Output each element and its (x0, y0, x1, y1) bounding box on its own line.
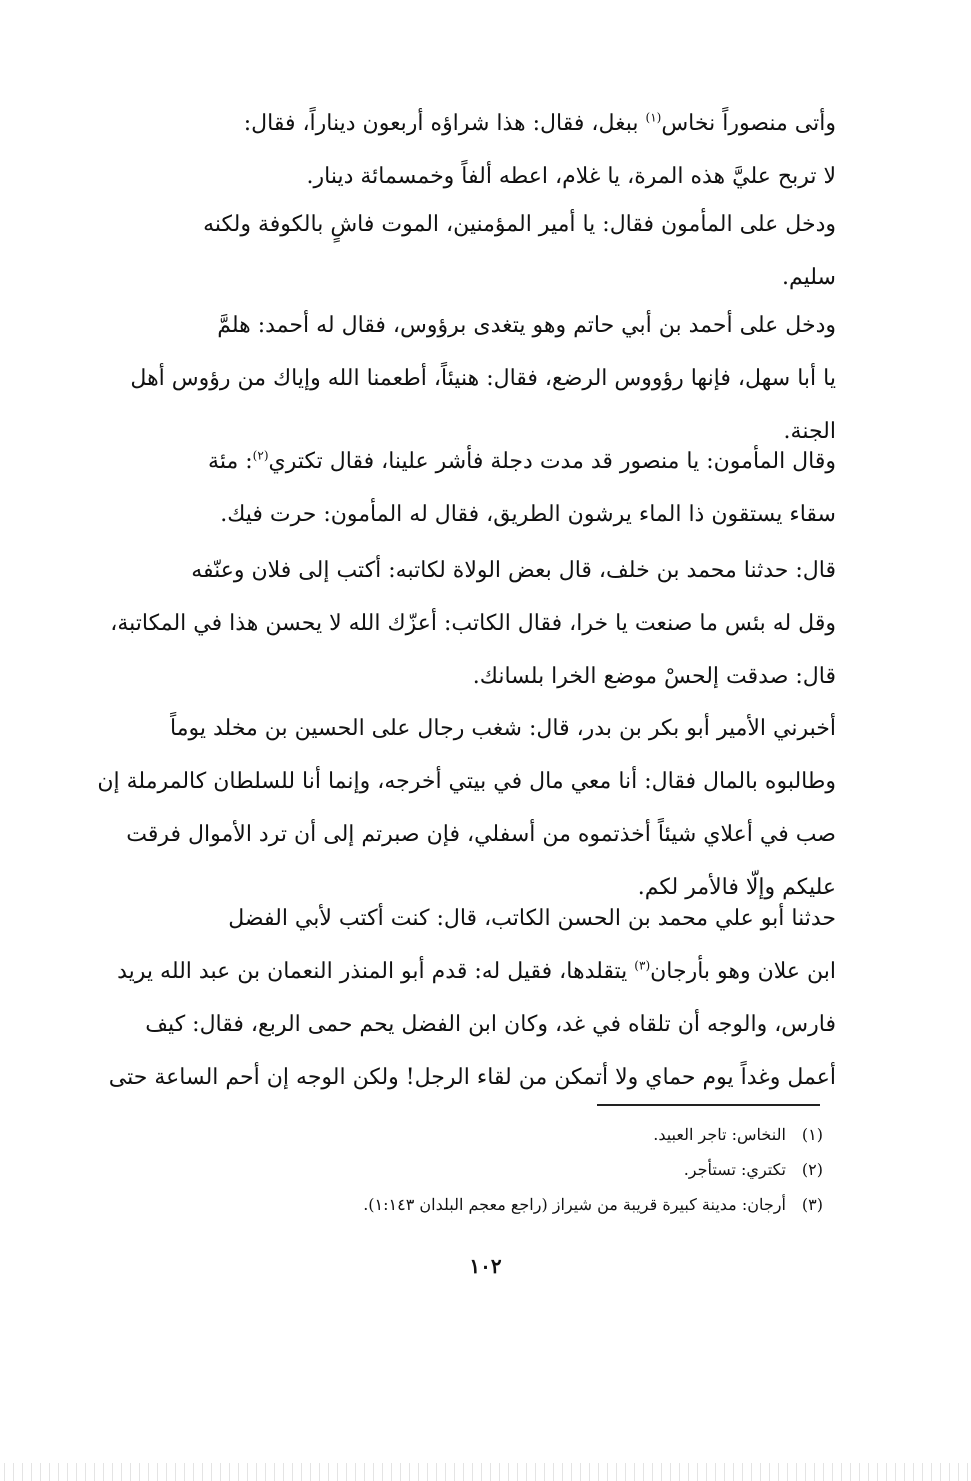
text-line: وطالبوه بالمال فقال: أنا معي مال في بيتي أخرجه، وإنما أنا للسلطان كالمرملة إن (97, 769, 836, 794)
text-segment: ببغل، فقال: هذا شراؤه أربعون ديناراً، فقال: (243, 111, 646, 136)
text-line: قال: صدقت إلحسْ موضع الخرا بلسانك. (472, 664, 836, 689)
text-line: قال: حدثنا محمد بن خلف، قال بعض الولاة لكاتبه: أكتب إلى فلان وعنّفه (191, 558, 836, 583)
text-line: ودخل على أحمد بن أبي حاتم وهو يتغدى برؤوس، فقال له أحمد: هلمَّ (217, 313, 836, 338)
text-line: سليم. (782, 265, 836, 290)
text-line: صب في أعلاي شيئاً أخذتموه من أسفلي، فإن صبرتم إلى أن ترد الأموال فرقت (126, 822, 836, 847)
text-line: أعمل وغداً يوم حماي ولا أتمكن من لقاء الرجل! ولكن الوجه إن أحم الساعة حتى (108, 1065, 836, 1090)
footnote (123, 1155, 823, 1185)
text-line: وقل له بئس ما صنعت يا خرا، فقال الكاتب: أعزّك الله لا يحسن هذا في المكاتبة، (110, 611, 836, 636)
footnote-divider (597, 1104, 820, 1106)
text-segment: وقال المأمون: يا منصور قد مدت دجلة فأشر علينا، فقال تكتري (268, 449, 836, 474)
footnote (123, 1120, 823, 1150)
text-line: حدثنا أبو علي محمد بن الحسن الكاتب، قال: كنت أكتب لأبي الفضل (228, 906, 836, 931)
text-line: ودخل على المأمون فقال: يا أمير المؤمنين، الموت فاشٍ بالكوفة ولكنه (203, 212, 836, 237)
scan-edge-decoration (0, 1463, 971, 1481)
footnote-number: (١) (801, 1125, 823, 1144)
text-line: لا تربح عليَّ هذه المرة، يا غلام، اعطه ألفاً وخمسمائة دينار. (306, 164, 836, 189)
footnote (123, 1190, 823, 1220)
paragraph (86, 892, 836, 1104)
footnote-text: أرجان: مدينة كبيرة قريبة من شيراز (راجع معجم البلدان ١:١٤٣). (363, 1195, 786, 1214)
text-line: عليكم وإلّا فالأمر لكم. (637, 875, 836, 900)
paragraph (86, 198, 836, 304)
text-segment: ابن علان وهو بأرجان (650, 959, 836, 984)
text-line (86, 435, 836, 488)
text-line: أخبرني الأمير أبو بكر بن بدر، قال: شغب رجال على الحسين بن مخلد يوماً (170, 716, 836, 741)
text-segment: : مئة (208, 449, 253, 474)
page-number: ١٠٢ (469, 1254, 502, 1278)
footnote-number: (٢) (801, 1160, 823, 1179)
footnote-text: تكتري: تستأجر. (683, 1160, 786, 1179)
paragraph (86, 97, 836, 203)
paragraph (86, 544, 836, 703)
footnote-marker: (١) (645, 110, 662, 125)
text-segment: يتقلدها، فقيل له: قدم أبو المنذر النعمان بن عبد الله يريد (117, 959, 635, 984)
text-line: الجنة. (783, 419, 836, 444)
text-line (86, 945, 836, 998)
footnote-text: النخاس: تاجر العبيد. (653, 1125, 786, 1144)
text-line: يا أبا سهل، فإنها رؤووس الرضع، فقال: هنيئاً، أطعمنا الله وإياك من رؤوس أهل (130, 366, 836, 391)
paragraph (86, 702, 836, 914)
text-line: سقاء يستقون ذا الماء يرشون الطريق، فقال له المأمون: حرت فيك. (220, 502, 836, 527)
footnote-marker: (٢) (252, 448, 269, 463)
text-segment: وأتى منصوراً نخاس (661, 111, 836, 136)
text-line (86, 97, 836, 150)
paragraph (86, 435, 836, 541)
footnote-marker: (٣) (634, 958, 651, 973)
text-line: فارس، والوجه أن تلقاه في غد، وكان ابن الفضل يحم حمى الربع، فقال: كيف (145, 1012, 836, 1037)
footnote-number: (٣) (801, 1195, 823, 1214)
